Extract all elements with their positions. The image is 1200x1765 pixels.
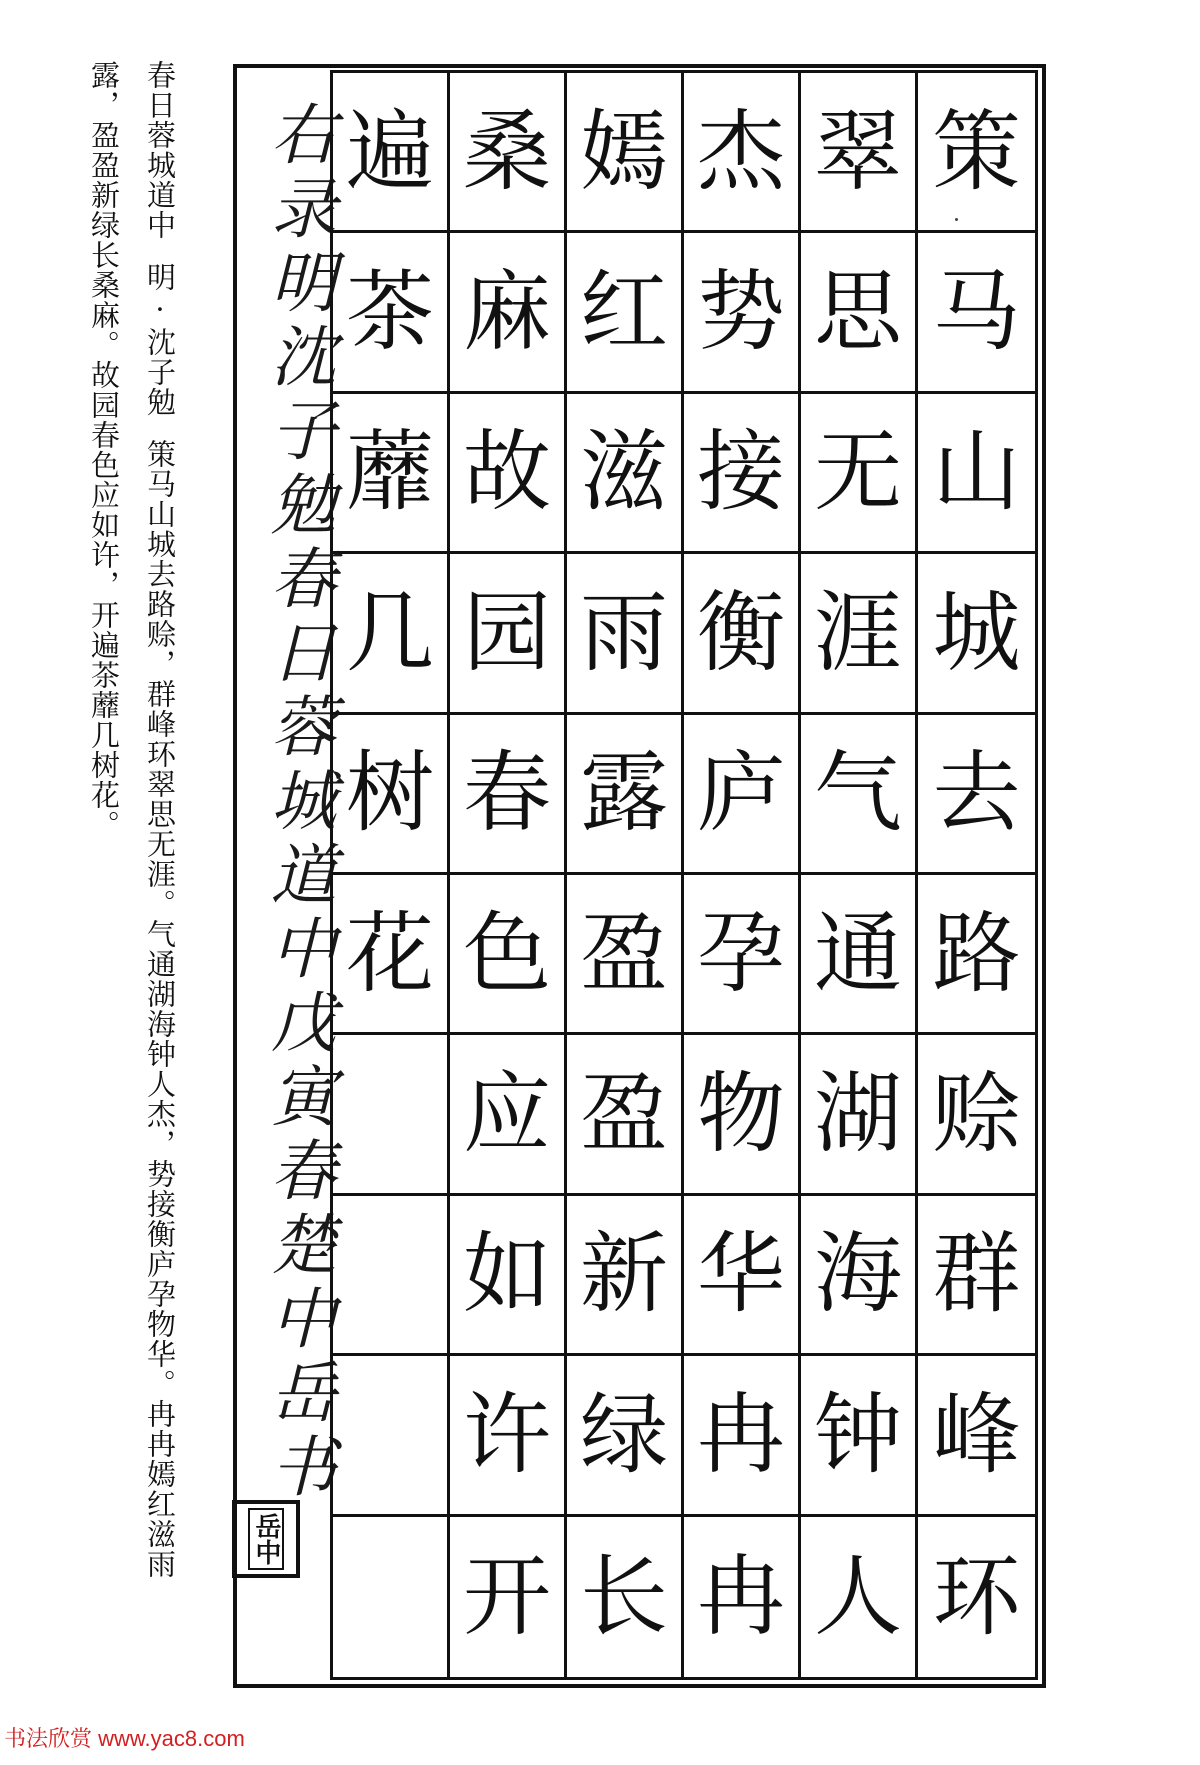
grid-cell: 接: [684, 394, 801, 554]
note-column-1: [140, 60, 180, 1579]
poem-text-part-1: 策马山城去路赊，群峰环翠思无涯。气通湖海钟人杰，势接衡庐孕物华。冉冉嫣红滋雨: [143, 439, 177, 1579]
poem-author: 明·沈子勉: [143, 262, 177, 417]
grid-cell: 故: [450, 394, 567, 554]
grid-cell: 杰: [684, 73, 801, 233]
grid-cell: 去: [918, 715, 1035, 875]
grid-cell: 蘼: [333, 394, 450, 554]
grid-cell: 盈: [567, 1035, 684, 1195]
grid-cell: 绿: [567, 1356, 684, 1516]
grid-cell: 峰: [918, 1356, 1035, 1516]
grid-cell: 花: [333, 875, 450, 1035]
grid-cell: [333, 1356, 450, 1516]
grid-cell: 翠: [801, 73, 918, 233]
grid-cell: 如: [450, 1196, 567, 1356]
grid-cell: 几: [333, 554, 450, 714]
grid-cell: 茶: [333, 233, 450, 393]
grid-cell: 思: [801, 233, 918, 393]
site-watermark: 书法欣赏 www.yac8.com: [4, 1726, 245, 1751]
character-grid: [330, 70, 1038, 1680]
grid-cell: 春: [450, 715, 567, 875]
grid-cell: 桑: [450, 73, 567, 233]
grid-cell: 华: [684, 1196, 801, 1356]
grid-cell: [333, 1196, 450, 1356]
poem-text-part-2: 露，盈盈新绿长桑麻。故园春色应如许，开遍茶蘼几树花。: [87, 60, 121, 840]
grid-cell: 许: [450, 1356, 567, 1516]
speck: [955, 218, 958, 221]
grid-cell: 物: [684, 1035, 801, 1195]
grid-cell: 雨: [567, 554, 684, 714]
grid-cell: 湖: [801, 1035, 918, 1195]
grid-cell: 群: [918, 1196, 1035, 1356]
grid-cell: 赊: [918, 1035, 1035, 1195]
grid-cell: 势: [684, 233, 801, 393]
grid-cell: 庐: [684, 715, 801, 875]
grid-cell: 环: [932, 1544, 1021, 1648]
grid-cell: 麻: [450, 233, 567, 393]
grid-cell: 滋: [567, 394, 684, 554]
grid-cell: 应: [450, 1035, 567, 1195]
grid-cell: 路: [918, 875, 1035, 1035]
grid-cell: 孕: [684, 875, 801, 1035]
grid-cell: 遍: [333, 73, 450, 233]
grid-cell: 人: [801, 1517, 918, 1677]
poem-title: 春日蓉城道中: [143, 60, 177, 240]
grid-cell: 长: [567, 1517, 684, 1677]
grid-cell: 盈: [567, 875, 684, 1035]
grid-cell: 冉: [684, 1517, 801, 1677]
grid-cell: 树: [333, 715, 450, 875]
grid-cell: 嫣: [567, 73, 684, 233]
grid-cell: 钟: [801, 1356, 918, 1516]
grid-cell: 策: [918, 73, 1035, 233]
grid-cell: 露: [567, 715, 684, 875]
grid-cell: 衡: [684, 554, 801, 714]
grid-cell: 园: [450, 554, 567, 714]
grid-cell: 山: [918, 394, 1035, 554]
grid-cell: 开: [450, 1517, 567, 1677]
grid-cell: [333, 1517, 450, 1677]
grid-cell: 气: [801, 715, 918, 875]
seal-stamp: [232, 1500, 300, 1578]
seal-text: 岳中: [248, 1508, 284, 1570]
grid-cell: 通: [801, 875, 918, 1035]
grid-cell: 马: [918, 233, 1035, 393]
note-column-2: [84, 60, 124, 840]
grid-cell: 无: [801, 394, 918, 554]
grid-cell: 新: [567, 1196, 684, 1356]
grid-cell: [333, 1035, 450, 1195]
grid-cell: 红: [567, 233, 684, 393]
grid-cell: 色: [450, 875, 567, 1035]
grid-cell: 冉: [684, 1356, 801, 1516]
grid-cell: 海: [801, 1196, 918, 1356]
grid-cell: 城: [918, 554, 1035, 714]
grid-cell: 涯: [801, 554, 918, 714]
inscription: 右录明沈子勉春日蓉城道中戊寅春楚中岳书: [259, 100, 336, 1506]
